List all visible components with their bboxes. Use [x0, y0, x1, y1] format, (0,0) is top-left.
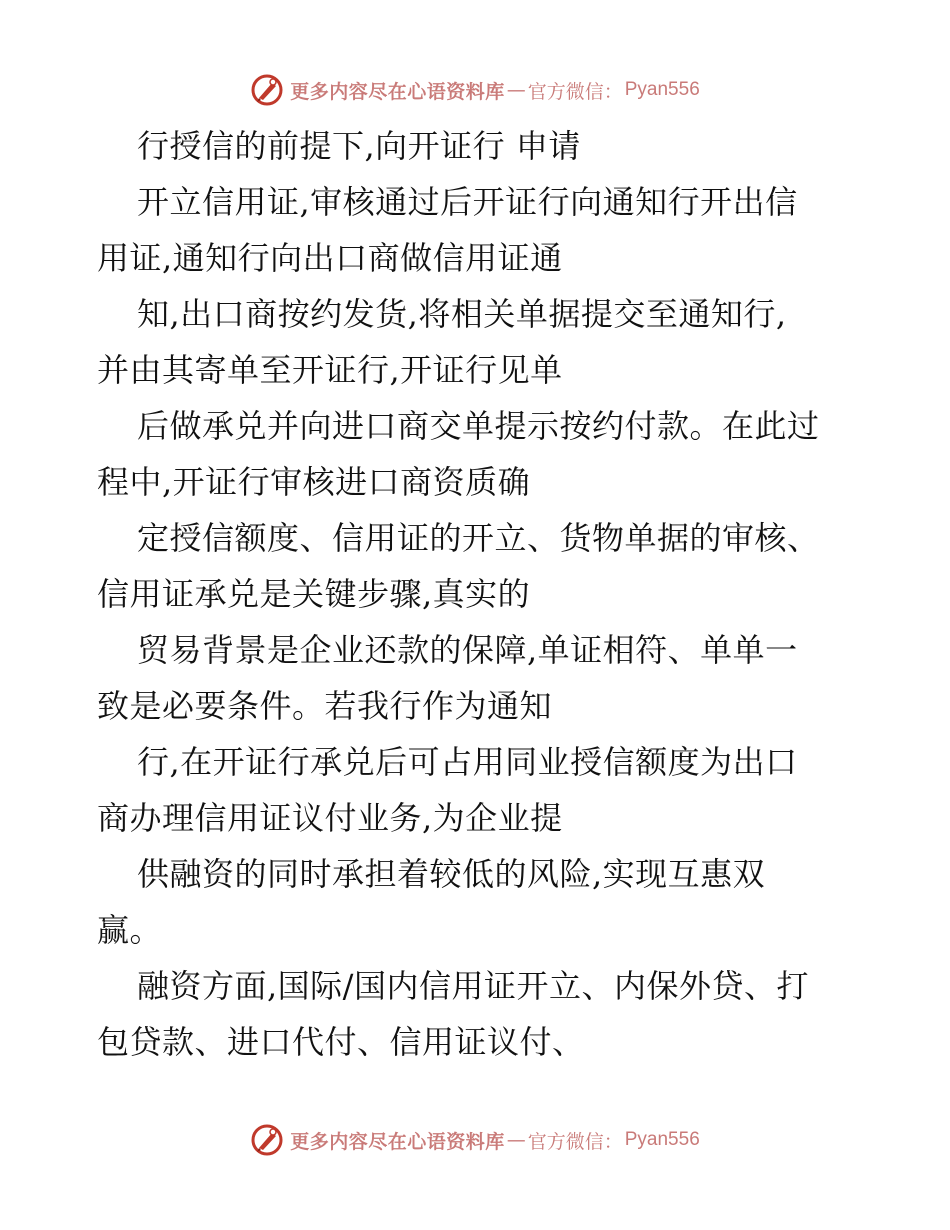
text-line: 开立信用证,审核通过后开证行向通知行开出信	[137, 183, 798, 221]
text-line: 贸易背景是企业还款的保障,单证相符、单单一	[137, 631, 798, 669]
banner-main-text: 更多内容尽在心语资料库	[290, 80, 505, 103]
text-line: 行授信的前提下,向开证行 申请	[137, 127, 581, 165]
text-line: 用证,通知行向出口商做信用证通	[97, 239, 563, 277]
pen-logo-icon	[250, 1123, 284, 1157]
document-body	[97, 118, 897, 1070]
text-line: 后做承兑并向进口商交单提示按约付款。在此过	[137, 407, 820, 445]
banner-official-label: 官方微信：	[527, 1130, 623, 1153]
text-line: 包贷款、进口代付、信用证议付、	[97, 1023, 585, 1061]
text-line: 商办理信用证议付业务,为企业提	[97, 799, 563, 837]
banner-wechat-id: Pyan556	[624, 79, 700, 100]
text-line: 赢。	[97, 911, 163, 949]
text-line: 并由其寄单至开证行,开证行见单	[97, 351, 563, 389]
header-banner	[0, 70, 950, 110]
text-line: 供融资的同时承担着较低的风险,实现互惠双	[137, 855, 766, 893]
banner-separator: —	[506, 1129, 526, 1151]
text-line: 行,在开证行承兑后可占用同业授信额度为出口	[137, 743, 798, 781]
text-line: 融资方面,国际/国内信用证开立、内保外贷、打	[137, 967, 809, 1005]
text-line: 致是必要条件。若我行作为通知	[97, 687, 553, 725]
banner-separator: —	[506, 79, 526, 101]
banner-official-label: 官方微信：	[527, 80, 623, 103]
text-line: 定授信额度、信用证的开立、货物单据的审核、	[137, 519, 820, 557]
text-line: 知,出口商按约发货,将相关单据提交至通知行,	[137, 295, 787, 333]
footer-banner	[0, 1120, 950, 1160]
text-line: 信用证承兑是关键步骤,真实的	[97, 575, 531, 613]
banner-wechat-id: Pyan556	[624, 1129, 700, 1150]
banner-main-text: 更多内容尽在心语资料库	[290, 1130, 505, 1153]
text-line: 程中,开证行审核进口商资质确	[97, 463, 531, 501]
pen-logo-icon	[250, 73, 284, 107]
